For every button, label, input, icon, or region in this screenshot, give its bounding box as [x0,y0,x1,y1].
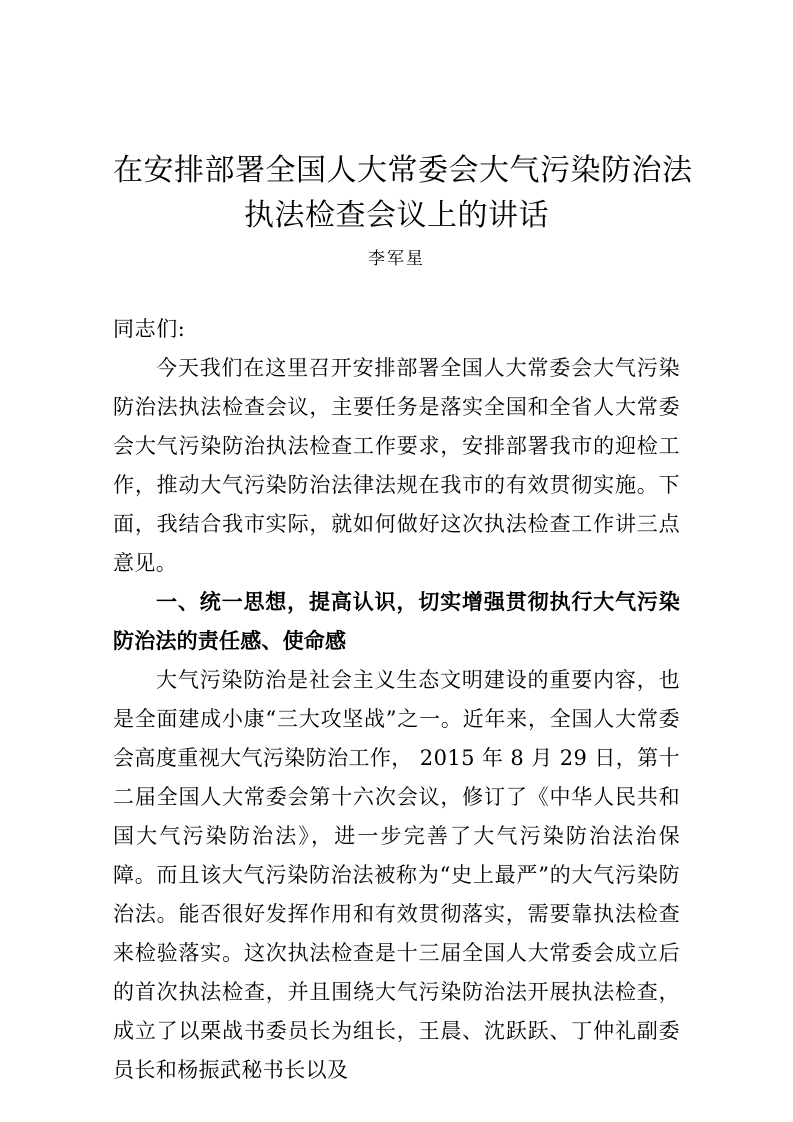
title-line-2: 执法检查会议上的讲话 [244,198,549,233]
salutation: 同志们: [113,317,186,341]
document-author: 李军星 [368,249,425,269]
body-paragraph-1: 今天我们在这里召开安排部署全国人大常委会大气污染防治法执法检查会议，主要任务是落实全国和全省人大常委会大气污染防治执法检查工作要求，安排部署我市的迎检工作，推动大气污染防治法律法规在我市的有效贯彻实施。下面，我结合我市实际，就如何做好这次执法检查工作讲三点意见。 [113,356,680,575]
title-line-1: 在安排部署全国人大常委会大气污染防治法 [113,153,693,188]
page-title [113,0,693,238]
document-body [113,272,680,1090]
body-paragraph-2: 大气污染防治是社会主义生态文明建设的重要内容，也是全面建成小康“三大攻坚战”之一。近年来，全国人大常委会高度重视大气污染防治工作， 2015 年 8 月 29 日，第十二届全国人大常委会第十六次会议，修订了《中华人民共和国大气污染防治法》，进一步完善了大气污染防治法治保障。而且该大气污染防治法被称为“史上最严”的大气污染防治法。能否很好发挥作用和有效贯彻落实，需要靠执法检查来检验落实。这次执法检查是十三届全国人大常委会成立后的首次执法检查，并且围绕大气污染防治法开展执法检查，成立了以栗战书委员长为组长，王晨、沈跃跃、丁仲礼副委员长和杨振武秘书长以及 [113,668,680,1082]
document-content [113,0,693,1090]
section-heading-1: 一、统一思想，提高认识，切实增强贯彻执行大气污染防治法的责任感、使命感 [113,590,680,653]
